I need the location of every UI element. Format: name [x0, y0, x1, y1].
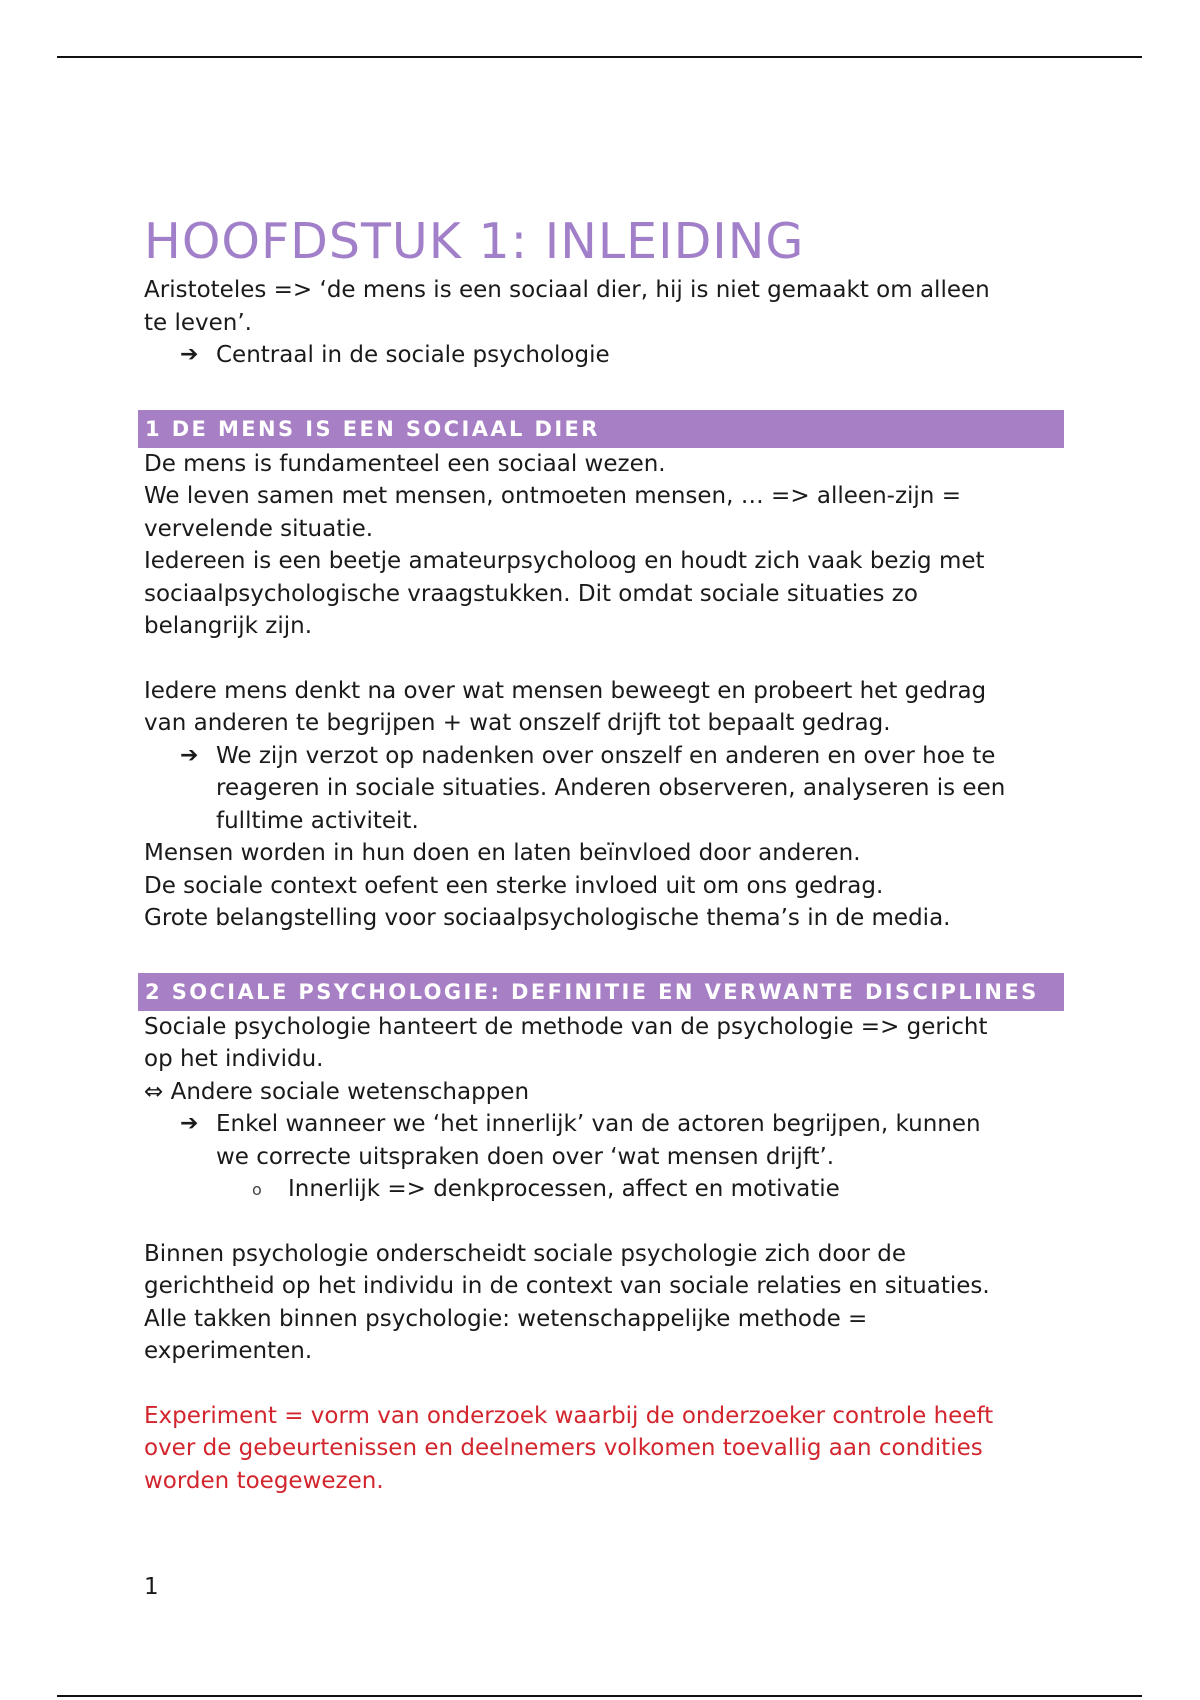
- bullet-line: we correcte uitspraken doen over ‘wat mensen drijft’.: [216, 1143, 835, 1170]
- contrast-line: ⇔ Andere sociale wetenschappen: [144, 1078, 530, 1105]
- intro-bullet: [144, 339, 1064, 372]
- paragraph-line: Iedereen is een beetje amateurpsycholoog en houdt zich vaak bezig met: [144, 548, 985, 574]
- header-rule: [57, 56, 1142, 58]
- page-title: HOOFDSTUK 1: INLEIDING: [144, 213, 805, 270]
- paragraph-line: van anderen te begrijpen + wat onszelf drijft tot bepaalt gedrag.: [144, 710, 891, 736]
- arrow-bullet: [144, 740, 1064, 838]
- intro-bullet-text: Centraal in de sociale psychologie: [216, 342, 610, 368]
- paragraph-line: vervelende situatie.: [144, 515, 374, 542]
- sub-bullet: [144, 1173, 1064, 1206]
- definition-line: worden toegewezen.: [144, 1467, 384, 1494]
- paragraph-line: Grote belangstelling voor sociaalpsychologische thema’s in de media.: [144, 905, 951, 931]
- paragraph-line: gerichtheid op het individu in de context van sociale relaties en situaties.: [144, 1273, 990, 1299]
- paragraph-line: op het individu.: [144, 1046, 324, 1072]
- bullet-line: Enkel wanneer we ‘het innerlijk’ van de actoren begrijpen, kunnen: [216, 1111, 981, 1137]
- document-body: [144, 212, 1064, 1497]
- definition-line: over de gebeurtenissen en deelnemers volkomen toevallig aan condities: [144, 1435, 983, 1461]
- definition-line: Experiment = vorm van onderzoek waarbij de onderzoeker controle heeft: [144, 1402, 994, 1429]
- paragraph-line: De sociale context oefent een sterke invloed uit om ons gedrag.: [144, 872, 884, 899]
- paragraph-line: belangrijk zijn.: [144, 613, 313, 639]
- paragraph-line: We leven samen met mensen, ontmoeten mensen, … => alleen-zijn =: [144, 483, 961, 509]
- arrow-bullet: [144, 1108, 1064, 1173]
- bullet-line: fulltime activiteit.: [216, 807, 419, 834]
- circle-bullet-icon: o: [252, 1180, 262, 1199]
- section-heading-2: 2 SOCIALE PSYCHOLOGIE: DEFINITIE EN VERWANTE DISCIPLINES: [138, 973, 1064, 1011]
- arrow-bullet-icon: ➔: [180, 742, 199, 768]
- paragraph-line: Iedere mens denkt na over wat mensen beweegt en probeert het gedrag: [144, 677, 987, 704]
- section-heading-1: 1 DE MENS IS EEN SOCIAAL DIER: [138, 410, 1064, 448]
- paragraph-line: experimenten.: [144, 1338, 313, 1364]
- footer-rule: [57, 1695, 1142, 1697]
- paragraph-line: Alle takken binnen psychologie: wetenschappelijke methode =: [144, 1305, 868, 1332]
- page-number: 1: [144, 1574, 159, 1600]
- paragraph-line: sociaalpsychologische vraagstukken. Dit omdat sociale situaties zo: [144, 580, 918, 607]
- intro-line: te leven’.: [144, 309, 252, 336]
- paragraph-line: Sociale psychologie hanteert de methode van de psychologie => gericht: [144, 1013, 988, 1040]
- bullet-line: We zijn verzot op nadenken over onszelf en anderen en over hoe te: [216, 742, 996, 769]
- paragraph-line: De mens is fundamenteel een sociaal wezen.: [144, 450, 666, 477]
- paragraph-line: Mensen worden in hun doen en laten beïnvloed door anderen.: [144, 840, 861, 866]
- arrow-bullet-icon: ➔: [180, 1111, 199, 1136]
- intro-line: Aristoteles => ‘de mens is een sociaal dier, hij is niet gemaakt om alleen: [144, 277, 990, 303]
- sub-bullet-text: Innerlijk => denkprocessen, affect en motivatie: [288, 1176, 840, 1202]
- bullet-line: reageren in sociale situaties. Anderen observeren, analyseren is een: [216, 775, 1006, 801]
- arrow-bullet-icon: ➔: [180, 342, 199, 367]
- paragraph-line: Binnen psychologie onderscheidt sociale psychologie zich door de: [144, 1240, 906, 1267]
